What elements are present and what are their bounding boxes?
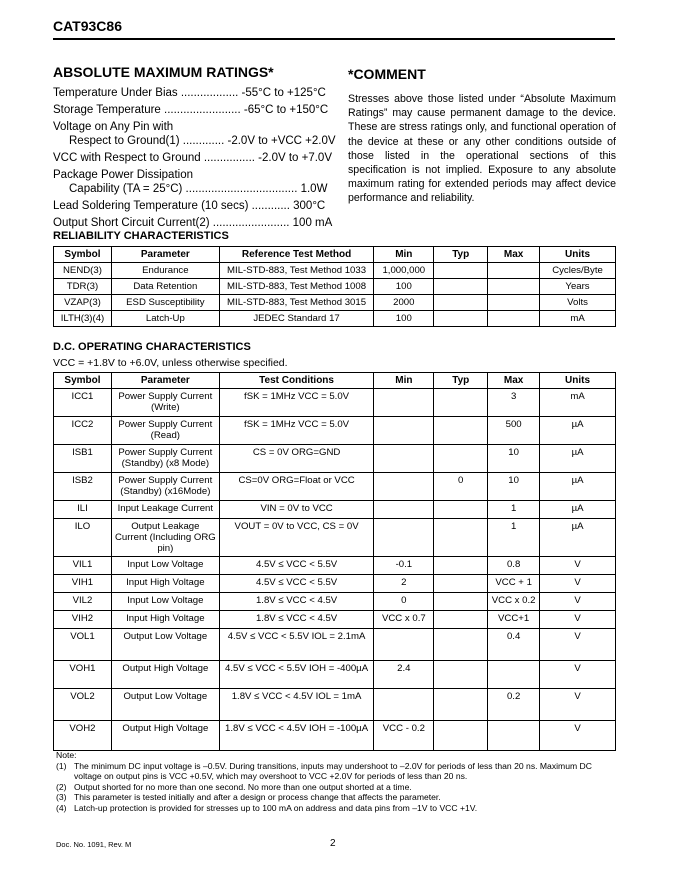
table-cell: 100 (374, 279, 434, 295)
table-cell: Output Low Voltage (111, 689, 219, 721)
abs-max-title: ABSOLUTE MAXIMUM RATINGS* (53, 64, 274, 80)
table-cell: VCC + 1 (488, 575, 540, 593)
reliability-table (53, 246, 616, 327)
table-cell (434, 279, 488, 295)
table-cell: MIL-STD-883, Test Method 1033 (219, 263, 374, 279)
col-symbol: Symbol (54, 373, 112, 389)
rating-row: Voltage on Any Pin with (53, 121, 174, 133)
table-cell: Power Supply Current (Standby) (x8 Mode) (111, 445, 219, 473)
table-cell: Output High Voltage (111, 721, 219, 751)
table-cell (488, 279, 540, 295)
table-row (54, 557, 616, 575)
table-cell: 0 (374, 593, 434, 611)
table-cell: Output High Voltage (111, 661, 219, 689)
table-cell: JEDEC Standard 17 (219, 311, 374, 327)
note-number: (2) (56, 781, 67, 792)
col-conditions: Test Conditions (219, 373, 374, 389)
dc-condition: VCC = +1.8V to +6.0V, unless otherwise specified. (53, 357, 288, 369)
col-typ: Typ (434, 247, 488, 263)
table-cell (434, 311, 488, 327)
table-cell: Volts (540, 295, 616, 311)
table-cell: V (540, 629, 616, 661)
table-cell (374, 389, 434, 417)
document-title: CAT93C86 (53, 18, 122, 34)
table-cell (488, 295, 540, 311)
table-cell: Input High Voltage (111, 611, 219, 629)
col-parameter: Parameter (111, 373, 219, 389)
table-cell: fSK = 1MHz VCC = 5.0V (219, 417, 374, 445)
page-number: 2 (330, 838, 336, 849)
table-cell: V (540, 575, 616, 593)
comment-text: Stresses above those listed under “Absolute Maximum Ratings” may cause permanent damage to the device. These are stress ratings only, and functional operation of the device at these or any other conditions outside of those listed in the operational sections of this specification is not implied. Exposure to any absolute maximum rating for extended periods may affect device performance and reliability. (348, 93, 616, 205)
rating-row: Output Short Circuit Current(2) ........................ 100 mA (53, 217, 333, 229)
table-cell: µA (540, 417, 616, 445)
table-cell: VOL1 (54, 629, 112, 661)
table-cell: ISB2 (54, 473, 112, 501)
notes (56, 750, 616, 814)
table-cell: µA (540, 519, 616, 557)
table-cell: µA (540, 473, 616, 501)
col-max: Max (488, 373, 540, 389)
table-cell (434, 629, 488, 661)
table-cell: 1,000,000 (374, 263, 434, 279)
doc-number: Doc. No. 1091, Rev. M (56, 840, 132, 849)
table-cell: 10 (488, 445, 540, 473)
table-cell (434, 389, 488, 417)
table-cell: 1.8V ≤ VCC < 4.5V (219, 593, 374, 611)
col-symbol: Symbol (54, 247, 112, 263)
table-cell (434, 611, 488, 629)
rating-row: Capability (TA = 25°C) ................................... 1.0W (69, 183, 328, 195)
table-cell (434, 593, 488, 611)
table-cell: 1.8V ≤ VCC < 4.5V IOH = -100µA (219, 721, 374, 751)
table-cell: ICC2 (54, 417, 112, 445)
table-cell: mA (540, 311, 616, 327)
table-cell: VIH2 (54, 611, 112, 629)
table-cell: Input Leakage Current (111, 501, 219, 519)
table-cell (374, 445, 434, 473)
table-cell (434, 417, 488, 445)
table-row (54, 417, 616, 445)
rating-row: VCC with Respect to Ground ................ -2.0V to +7.0V (53, 152, 332, 164)
table-row (54, 689, 616, 721)
table-cell: VIL2 (54, 593, 112, 611)
table-cell: Power Supply Current (Write) (111, 389, 219, 417)
table-row (54, 389, 616, 417)
table-cell: 1 (488, 501, 540, 519)
col-units: Units (540, 247, 616, 263)
table-cell (488, 721, 540, 751)
note-item (56, 803, 616, 814)
table-cell: 2.4 (374, 661, 434, 689)
table-cell: VOL2 (54, 689, 112, 721)
table-cell: TDR(3) (54, 279, 112, 295)
table-cell (374, 417, 434, 445)
col-min: Min (374, 373, 434, 389)
table-cell: ESD Susceptibility (111, 295, 219, 311)
table-cell: Output Leakage Current (Including ORG pin) (111, 519, 219, 557)
table-cell: 4.5V ≤ VCC < 5.5V IOL = 2.1mA (219, 629, 374, 661)
note-text: Output shorted for no more than one second. No more than one output shorted at a time. (74, 781, 412, 792)
rating-row: Respect to Ground(1) ............. -2.0V to +VCC +2.0V (69, 135, 336, 147)
table-cell: MIL-STD-883, Test Method 1008 (219, 279, 374, 295)
table-row (54, 311, 616, 327)
table-cell: NEND(3) (54, 263, 112, 279)
table-row (54, 473, 616, 501)
table-cell: 4.5V ≤ VCC < 5.5V (219, 557, 374, 575)
table-cell (488, 661, 540, 689)
table-cell: VZAP(3) (54, 295, 112, 311)
table-row (54, 501, 616, 519)
table-cell: Power Supply Current (Standby) (x16Mode) (111, 473, 219, 501)
table-cell: VCC - 0.2 (374, 721, 434, 751)
table-cell: ILO (54, 519, 112, 557)
note-text: Latch-up protection is provided for stresses up to 100 mA on address and data pins from –1V to VCC +1V. (74, 802, 478, 813)
table-row (54, 721, 616, 751)
table-row (54, 629, 616, 661)
table-cell: VIL1 (54, 557, 112, 575)
table-cell: ICC1 (54, 389, 112, 417)
comment-title: *COMMENT (348, 66, 426, 82)
table-cell: 1.8V ≤ VCC < 4.5V IOL = 1mA (219, 689, 374, 721)
table-cell (434, 575, 488, 593)
table-cell: V (540, 689, 616, 721)
rating-row: Storage Temperature ........................ -65°C to +150°C (53, 104, 329, 116)
table-row (54, 445, 616, 473)
table-cell: VCC x 0.2 (488, 593, 540, 611)
table-cell: ISB1 (54, 445, 112, 473)
table-cell: VIN = 0V to VCC (219, 501, 374, 519)
table-cell: fSK = 1MHz VCC = 5.0V (219, 389, 374, 417)
table-cell: 10 (488, 473, 540, 501)
table-cell: µA (540, 445, 616, 473)
col-units: Units (540, 373, 616, 389)
rating-row: Lead Soldering Temperature (10 secs) ............ 300°C (53, 200, 326, 212)
table-row (54, 575, 616, 593)
table-cell: 4.5V ≤ VCC < 5.5V IOH = -400µA (219, 661, 374, 689)
table-cell: 2000 (374, 295, 434, 311)
table-cell: 3 (488, 389, 540, 417)
table-cell: MIL-STD-883, Test Method 3015 (219, 295, 374, 311)
dc-table (53, 372, 616, 751)
table-row (54, 263, 616, 279)
note-number: (1) (56, 760, 67, 771)
table-cell (434, 721, 488, 751)
table-cell: VIH1 (54, 575, 112, 593)
table-cell: V (540, 557, 616, 575)
table-row (54, 519, 616, 557)
note-text: The minimum DC input voltage is –0.5V. During transitions, inputs may undershoot to –2.0V for periods of less than 20 ns. Maximum DC voltage on output pins is VCC +0.5V, which may overshoot to VCC +2.0V for periods of less than 20 ns. (74, 760, 592, 782)
table-cell: 100 (374, 311, 434, 327)
table-cell (434, 263, 488, 279)
table-cell: ILI (54, 501, 112, 519)
table-cell: 1 (488, 519, 540, 557)
note-item (56, 792, 616, 803)
note-number: (4) (56, 802, 67, 813)
table-cell: Latch-Up (111, 311, 219, 327)
reliability-title: RELIABILITY CHARACTERISTICS (53, 230, 229, 242)
table-cell (434, 519, 488, 557)
col-method: Reference Test Method (219, 247, 374, 263)
table-cell: Endurance (111, 263, 219, 279)
header-rule (53, 38, 615, 40)
table-row (54, 295, 616, 311)
table-cell (374, 473, 434, 501)
table-row (54, 279, 616, 295)
note-item (56, 782, 616, 793)
table-row (54, 593, 616, 611)
table-cell: 0 (434, 473, 488, 501)
table-cell: VOH1 (54, 661, 112, 689)
table-header-row (54, 247, 616, 263)
table-cell (434, 689, 488, 721)
table-cell: 4.5V ≤ VCC < 5.5V (219, 575, 374, 593)
table-cell: 500 (488, 417, 540, 445)
table-cell (434, 501, 488, 519)
table-cell (374, 501, 434, 519)
table-cell: VOUT = 0V to VCC, CS = 0V (219, 519, 374, 557)
dc-title: D.C. OPERATING CHARACTERISTICS (53, 341, 251, 353)
table-cell: Power Supply Current (Read) (111, 417, 219, 445)
table-cell: V (540, 593, 616, 611)
table-cell: Cycles/Byte (540, 263, 616, 279)
table-cell (374, 519, 434, 557)
table-cell: 0.4 (488, 629, 540, 661)
col-parameter: Parameter (111, 247, 219, 263)
col-min: Min (374, 247, 434, 263)
table-cell: VCC x 0.7 (374, 611, 434, 629)
abs-max-list (53, 86, 336, 230)
col-max: Max (488, 247, 540, 263)
table-cell (434, 445, 488, 473)
table-cell: mA (540, 389, 616, 417)
table-cell (488, 311, 540, 327)
notes-title: Note: (56, 750, 77, 760)
note-text: This parameter is tested initially and after a design or process change that affects the parameter. (74, 792, 441, 803)
table-cell (374, 629, 434, 661)
table-cell: Input Low Voltage (111, 593, 219, 611)
table-cell: 0.2 (488, 689, 540, 721)
table-cell: 1.8V ≤ VCC < 4.5V (219, 611, 374, 629)
table-row (54, 611, 616, 629)
table-cell: Input Low Voltage (111, 557, 219, 575)
table-cell: Data Retention (111, 279, 219, 295)
table-cell: Years (540, 279, 616, 295)
table-cell (434, 557, 488, 575)
table-cell: µA (540, 501, 616, 519)
table-cell: CS=0V ORG=Float or VCC (219, 473, 374, 501)
table-cell: VOH2 (54, 721, 112, 751)
table-cell: Input High Voltage (111, 575, 219, 593)
table-cell: Output Low Voltage (111, 629, 219, 661)
table-row (54, 661, 616, 689)
table-cell (434, 661, 488, 689)
table-header-row (54, 373, 616, 389)
table-cell: ILTH(3)(4) (54, 311, 112, 327)
note-number: (3) (56, 792, 67, 803)
col-typ: Typ (434, 373, 488, 389)
table-cell: CS = 0V ORG=GND (219, 445, 374, 473)
table-cell: V (540, 721, 616, 751)
table-cell (374, 689, 434, 721)
table-cell (434, 295, 488, 311)
table-cell: V (540, 611, 616, 629)
note-item (56, 761, 616, 782)
table-cell: 0.8 (488, 557, 540, 575)
table-cell: VCC+1 (488, 611, 540, 629)
rating-row: Temperature Under Bias .................. -55°C to +125°C (53, 87, 326, 99)
table-cell: V (540, 661, 616, 689)
table-cell: -0.1 (374, 557, 434, 575)
table-cell (488, 263, 540, 279)
table-cell: 2 (374, 575, 434, 593)
rating-row: Package Power Dissipation (53, 169, 193, 181)
